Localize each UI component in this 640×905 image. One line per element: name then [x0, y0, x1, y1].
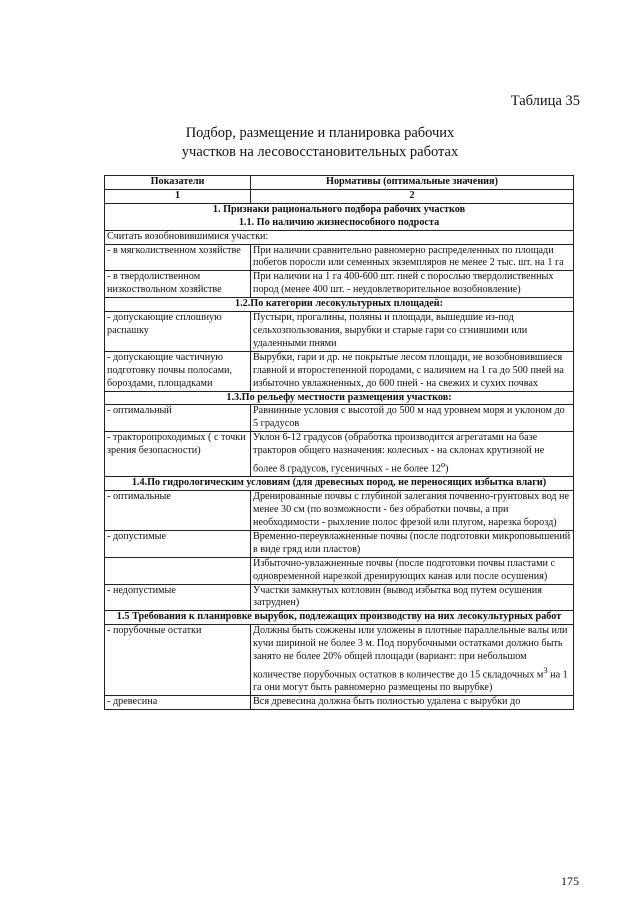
row-indicator: - оптимальный — [105, 405, 251, 432]
column-number-1: 1 — [105, 189, 251, 203]
table-title — [0, 124, 640, 162]
row-norm: Равнинные условия с высотой до 500 м над уровнем моря и уклоном до 5 градусов — [251, 405, 574, 432]
section-row — [105, 391, 574, 405]
row-norm-text-end: ) — [445, 463, 449, 475]
note-row — [105, 230, 574, 244]
row-norm — [251, 432, 574, 477]
row-indicator: - допускающие частичную подготовку почвы полосами, бороздами, площадками — [105, 351, 251, 391]
table-row — [105, 312, 574, 352]
row-norm: При наличии на 1 га 400-600 шт. пней с порослью твердолиственных пород (менее 400 шт. - неудовлетворительное возобновление) — [251, 271, 574, 298]
row-norm: Вырубки, гари и др. не покрытые лесом площади, не возобновившиеся главной и второстепенной породами, с наличием на 1 га до 500 пней на избыточно увлажненных, до 600 пней - на свежих и сухих почвах — [251, 351, 574, 391]
row-norm: Пустыри, прогалины, поляны и площади, вышедшие из-под сельхозпользования, вырубки и старые гари со сгнившими или удаленными пнями — [251, 312, 574, 352]
table-row — [105, 530, 574, 557]
table-row — [105, 557, 574, 584]
section-row — [105, 298, 574, 312]
row-norm: Избыточно-увлажненные почвы (после подготовки почвы пластами с одновременной нарезкой дренирующих канав или после осушения) — [251, 557, 574, 584]
table-row — [105, 351, 574, 391]
row-indicator: - древесина — [105, 696, 251, 710]
section-heading-1 — [105, 203, 574, 230]
row-norm-text: Должны быть сожжены или уложены в плотные параллельные валы или кучи шириной не более 3 м. Под порубочными остатками должно быть занято не более 20% общей площади (вариант: при небольшом количестве порубочных остатков в количестве до 15 складочных м — [253, 625, 568, 681]
norms-table — [104, 175, 574, 710]
section-heading-4: 1.4.По гидрологическим условиям (для древесных пород, не переносящих избытка влаги) — [105, 477, 574, 491]
section-row — [105, 611, 574, 625]
section-heading-2: 1.2.По категории лесокультурных площадей: — [105, 298, 574, 312]
table-row — [105, 584, 574, 611]
table-number: Таблица 35 — [510, 93, 580, 109]
row-norm-text-end: на 1 га они могут быть равномерно размещены по вырубке) — [253, 669, 568, 694]
table-row — [105, 696, 574, 710]
table-row — [105, 405, 574, 432]
row-norm — [251, 625, 574, 696]
table-row — [105, 244, 574, 271]
page-number: 175 — [561, 874, 579, 888]
section-heading-5: 1.5 Требования к планировке вырубок, подлежащих производству на них лесокультурных работ — [105, 611, 574, 625]
section-heading-1-line2: 1.1. По наличию жизнеспособного подроста — [238, 216, 440, 228]
table-row — [105, 491, 574, 531]
note-text: Считать возобновившимися участки: — [105, 230, 574, 244]
table-row — [105, 432, 574, 477]
row-norm-text: Уклон 6-12 градусов (обработка производится агрегатами на базе тракторов общего назначения: колесных - на склонах крутизной не более 8 градусов, гусеничных - не более 12 — [253, 432, 545, 475]
cubic-mark: 3 — [543, 665, 548, 676]
table-row — [105, 271, 574, 298]
row-indicator: - в твердолиственном низкоствольном хозяйстве — [105, 271, 251, 298]
section-heading-3: 1.3.По рельефу местности размещения участков: — [105, 391, 574, 405]
section-row — [105, 477, 574, 491]
header-norms: Нормативы (оптимальные значения) — [251, 176, 574, 190]
row-indicator: - оптимальные — [105, 491, 251, 531]
row-norm: Дренированные почвы с глубиной залегания почвенно-грунтовых вод не менее 30 см (по возможности - без обработки почвы, а при необходимости - рыхление полос фрезой или плугом, нарезка борозд) — [251, 491, 574, 531]
section-heading-1-line1: 1. Признаки рационального подбора рабочих участков — [212, 203, 466, 215]
table-row — [105, 625, 574, 696]
row-indicator — [105, 557, 251, 584]
row-norm: Участки замкнутых котловин (вывод избытка вод путем осушения затруднен) — [251, 584, 574, 611]
degree-mark: о — [440, 459, 446, 470]
row-indicator: - тракторопроходимых ( с точки зрения безопасности) — [105, 432, 251, 477]
row-indicator: - порубочные остатки — [105, 625, 251, 696]
row-indicator: - недопустимые — [105, 584, 251, 611]
row-norm: Вся древесина должна быть полностью удалена с вырубки до — [251, 696, 574, 710]
row-norm: Временно-переувлажненные почвы (после подготовки микроповышений в виде гряд или пластов) — [251, 530, 574, 557]
section-row — [105, 203, 574, 230]
row-indicator: - допустимые — [105, 530, 251, 557]
column-number-row — [105, 189, 574, 203]
row-indicator: - допускающие сплошную распашку — [105, 312, 251, 352]
header-indicators: Показатели — [105, 176, 251, 190]
row-indicator: - в мягколиственном хозяйстве — [105, 244, 251, 271]
row-norm: При наличии сравнительно равномерно распределенных по площади побегов поросли или семенных экземпляров не менее 2 тыс. шт. на 1 га — [251, 244, 574, 271]
title-line-2: участков на лесовосстановительных работах — [181, 144, 459, 160]
title-line-1: Подбор, размещение и планировка рабочих — [185, 125, 455, 141]
header-row — [105, 176, 574, 190]
column-number-2: 2 — [251, 189, 574, 203]
